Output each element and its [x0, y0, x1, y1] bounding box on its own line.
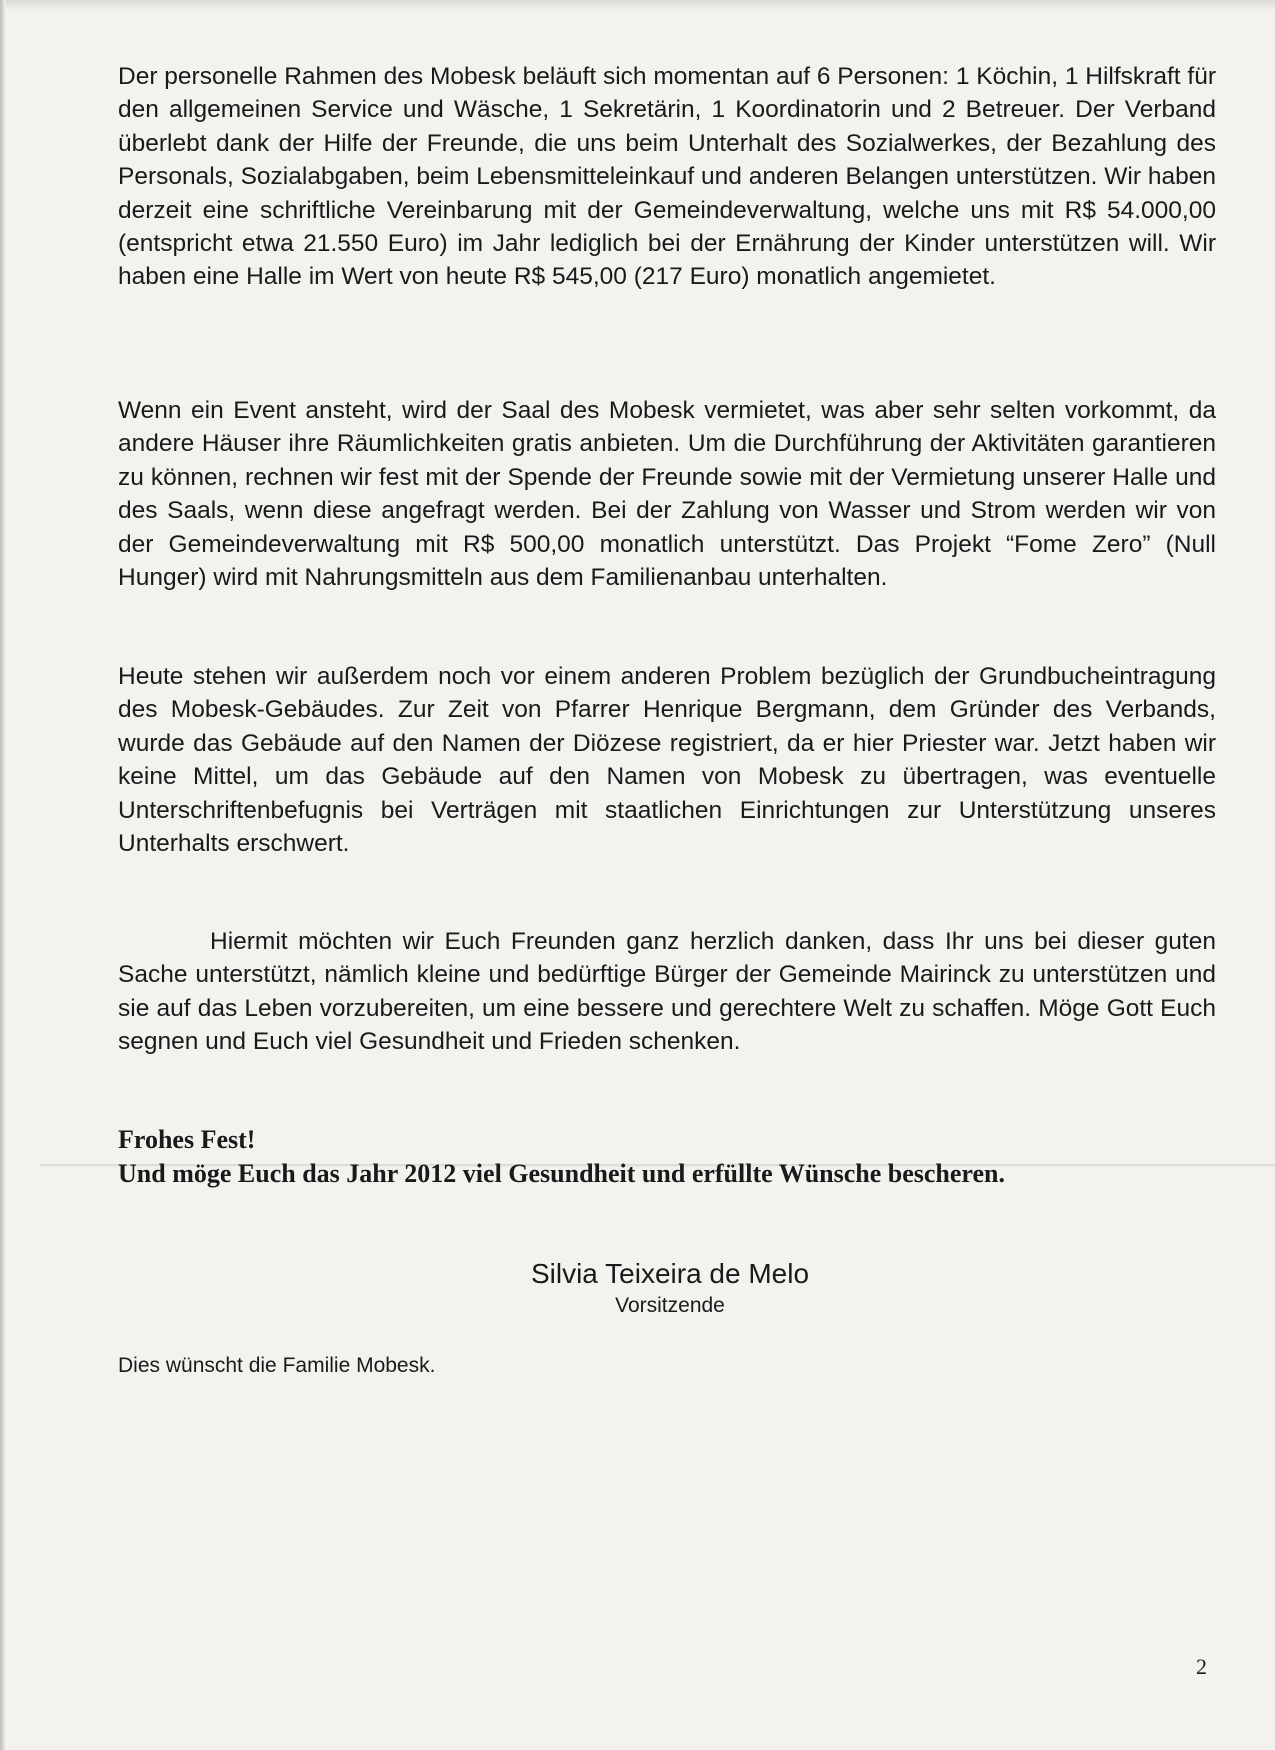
closing-line: Dies wünscht die Familie Mobesk.	[118, 1354, 436, 1377]
greeting-line-2: Und möge Euch das Jahr 2012 viel Gesundheit und erfüllte Wünsche bescheren.	[118, 1159, 1005, 1188]
page-number: 2	[1196, 1654, 1207, 1679]
signature-name: Silvia Teixeira de Melo	[530, 1258, 810, 1289]
greeting-line-1: Frohes Fest!	[118, 1125, 256, 1154]
paragraph-thanks: Hiermit möchten wir Euch Freunden ganz herzlich danken, dass Ihr uns bei dieser guten Sache unterstützt, nämlich kleine und bedürftige Bürger der Gemeinde Mairinck zu unterstützen und sie auf das Leben vorzubereiten, um eine bessere und gerechtere Welt zu schaffen. Möge Gott Euch segnen und Euch viel Gesundheit und Frieden schenken.	[118, 928, 1216, 1056]
paragraph-staff-and-funding: Der personelle Rahmen des Mobesk beläuft sich momentan auf 6 Personen: 1 Köchin, 1 Hilfskraft für den allgemeinen Service und Wäsche, 1 Sekretärin, 1 Koordinatorin und 2 Betreuer. Der Verband überlebt dank der Hilfe der Freunde, die uns beim Unterhalt des Sozialwerkes, der Bezahlung des Personals, Sozialabgaben, beim Lebensmitteleinkauf und anderen Belangen unterstützen. Wir haben derzeit eine schriftliche Vereinbarung mit der Gemeindeverwaltung, welche uns mit R$ 54.000,00 (entspricht etwa 21.550 Euro) im Jahr lediglich bei der Ernährung der Kinder unterstützen will. Wir haben eine Halle im Wert von heute R$ 545,00 (217 Euro) monatlich angemietet.	[118, 63, 1216, 291]
signature-title: Vorsitzende	[615, 1294, 725, 1317]
scan-edge-top	[0, 0, 1275, 10]
scan-edge-left	[0, 0, 6, 1750]
paragraph-events-and-support: Wenn ein Event ansteht, wird der Saal des Mobesk vermietet, was aber sehr selten vorkommt, da andere Häuser ihre Räumlichkeiten gratis anbieten. Um die Durchführung der Aktivitäten garantieren zu können, rechnen wir fest mit der Spende der Freunde sowie mit der Vermietung unserer Halle und des Saals, wenn diese angefragt werden. Bei der Zahlung von Wasser und Strom werden wir von der Gemeindeverwaltung mit R$ 500,00 monatlich unterstützt. Das Projekt “Fome Zero” (Null Hunger) wird mit Nahrungsmitteln aus dem Familienanbau unterhalten.	[118, 397, 1216, 592]
paragraph-land-registry-problem: Heute stehen wir außerdem noch vor einem anderen Problem bezüglich der Grundbucheintragung des Mobesk-Gebäudes. Zur Zeit von Pfarrer Henrique Bergmann, dem Gründer des Verbands, wurde das Gebäude auf den Namen der Diözese registriert, da er hier Priester war. Jetzt haben wir keine Mittel, um das Gebäude auf den Namen von Mobesk zu übertragen, was eventuelle Unterschriftenbefugnis bei Verträgen mit staatlichen Einrichtungen zur Unterstützung unseres Unterhalts erschwert.	[118, 663, 1216, 858]
